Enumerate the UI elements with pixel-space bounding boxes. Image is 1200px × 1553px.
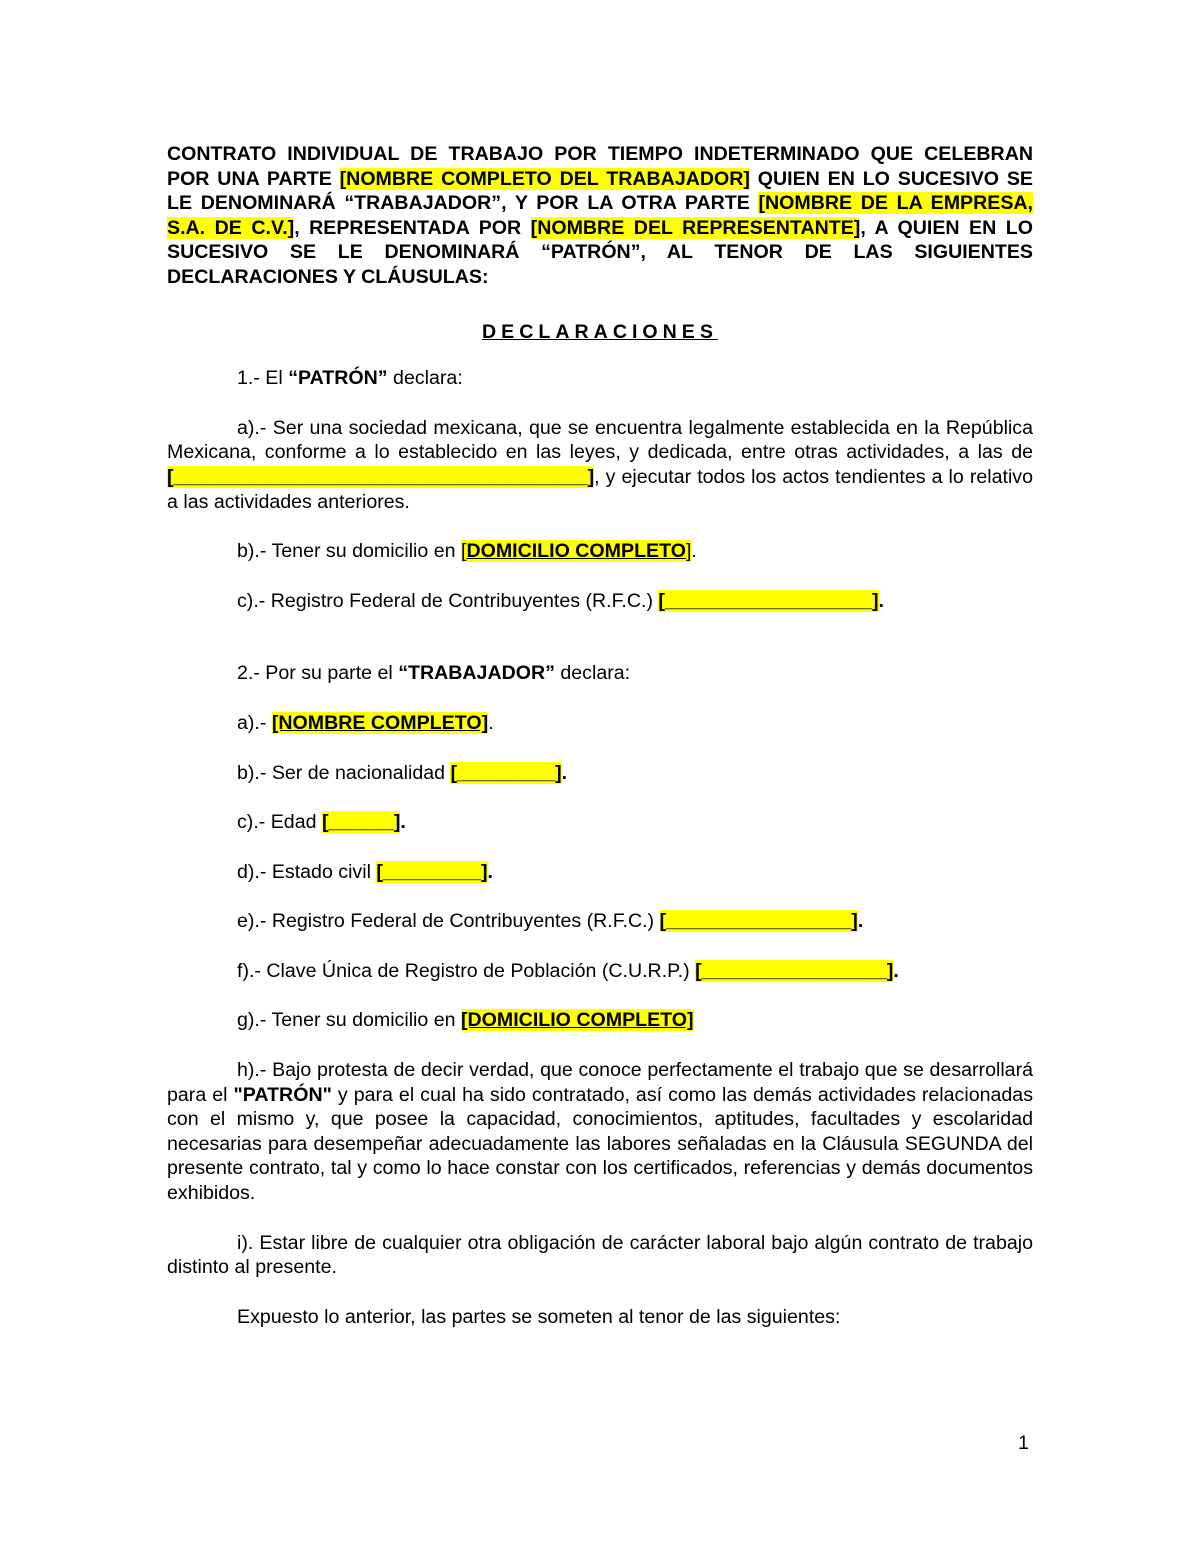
declaraciones-heading: DECLARACIONES (482, 320, 718, 343)
title-text-3: , REPRESENTADA POR (294, 216, 531, 239)
title-text-1: CONTRATO INDIVIDUAL DE TRABAJO POR TIEMPO INDETERMINADO QUE CELEBRAN POR UNA PARTE (167, 143, 1033, 190)
declaration-1a: a).- Ser una sociedad mexicana, que se encuentra legalmente establecida en la República Mexicana, conforme a lo establecido en las leyes, y dedicada, entre otras actividades, a las de [______________________________________], y ejecutar todos los actos tendientes a lo relativo a las actividades anteriores. (167, 416, 1033, 513)
worker-full-name-placeholder: [NOMBRE COMPLETO] (271, 711, 489, 734)
marital-status-placeholder: [_________] (376, 860, 488, 883)
worker-rfc-placeholder: [_________________] (659, 910, 858, 933)
declaration-2b: b).- Ser de nacionalidad [_________]. (237, 761, 568, 784)
company-address-placeholder: [DOMICILIO COMPLETO] (460, 540, 692, 563)
declaration-2f: f).- Clave Única de Registro de Población (C.U.R.P.) [_________________]. (237, 959, 899, 982)
company-name-placeholder: [NOMBRE DE LA EMPRESA, S.A. DE C.V.] (167, 192, 1033, 239)
curp-placeholder: [_________________] (695, 959, 894, 982)
document-page (167, 142, 1033, 1329)
declaration-2c: c).- Edad [______]. (237, 811, 406, 834)
nationality-placeholder: [_________] (450, 761, 562, 784)
contract-title (167, 142, 1033, 290)
declaration-2i: i). Estar libre de cualquier otra obligación de carácter laboral bajo algún contrato de trabajo distinto al presente. (167, 1231, 1033, 1279)
closing-paragraph: Expuesto lo anterior, las partes se someten al tenor de las siguientes: (237, 1305, 841, 1328)
declaration-2h: h).- Bajo protesta de decir verdad, que conoce perfectamente el trabajo que se desarrollará para el "PATRÓN" y para el cual ha sido contratado, así como las demás actividades relacionadas con el mismo y, que posee la capacidad, conocimientos, aptitudes, facultades y escolaridad necesarias para desempeñar adecuadamente las labores señaladas en la Cláusula SEGUNDA del presente contrato, tal y como lo hace constar con los certificados, referencias y demás documentos exhibidos. (167, 1059, 1033, 1205)
page-number: 1 (1018, 1432, 1029, 1454)
title-text-4: , A QUIEN EN LO SUCESIVO SE LE DENOMINARÁ “PATRÓN”, AL TENOR DE LAS SIGUIENTES DECLARACIONES Y CLÁUSULAS: (167, 216, 1033, 288)
worker-address-placeholder: [DOMICILIO COMPLETO] (460, 1009, 694, 1032)
declaration-1c: c).- Registro Federal de Contribuyentes (R.F.C.) [___________________]. (237, 589, 884, 612)
declaration-2g: g).- Tener su domicilio en [DOMICILIO COMPLETO] (237, 1009, 694, 1032)
age-placeholder: [______] (321, 811, 401, 834)
company-rfc-placeholder: [___________________] (658, 589, 879, 612)
activities-placeholder: [______________________________________] (167, 465, 595, 488)
section-2-heading: 2.- Por su parte el “TRABAJADOR” declara: (237, 662, 631, 685)
declaration-2d: d).- Estado civil [_________]. (237, 860, 493, 883)
declaration-2a: a).- [NOMBRE COMPLETO]. (237, 711, 494, 734)
representative-name-placeholder: [NOMBRE DEL REPRESENTANTE] (530, 216, 861, 239)
declaration-2e: e).- Registro Federal de Contribuyentes (R.F.C.) [_________________]. (237, 910, 864, 933)
worker-name-placeholder: [NOMBRE COMPLETO DEL TRABAJADOR] (339, 167, 750, 190)
section-1-heading: 1.- El “PATRÓN” declara: (237, 367, 463, 390)
title-text-2: QUIEN EN LO SUCESIVO SE LE DENOMINARÁ “TRABAJADOR”, Y POR LA OTRA PARTE (167, 167, 1033, 215)
declaration-1b: b).- Tener su domicilio en [DOMICILIO COMPLETO]. (237, 540, 697, 563)
